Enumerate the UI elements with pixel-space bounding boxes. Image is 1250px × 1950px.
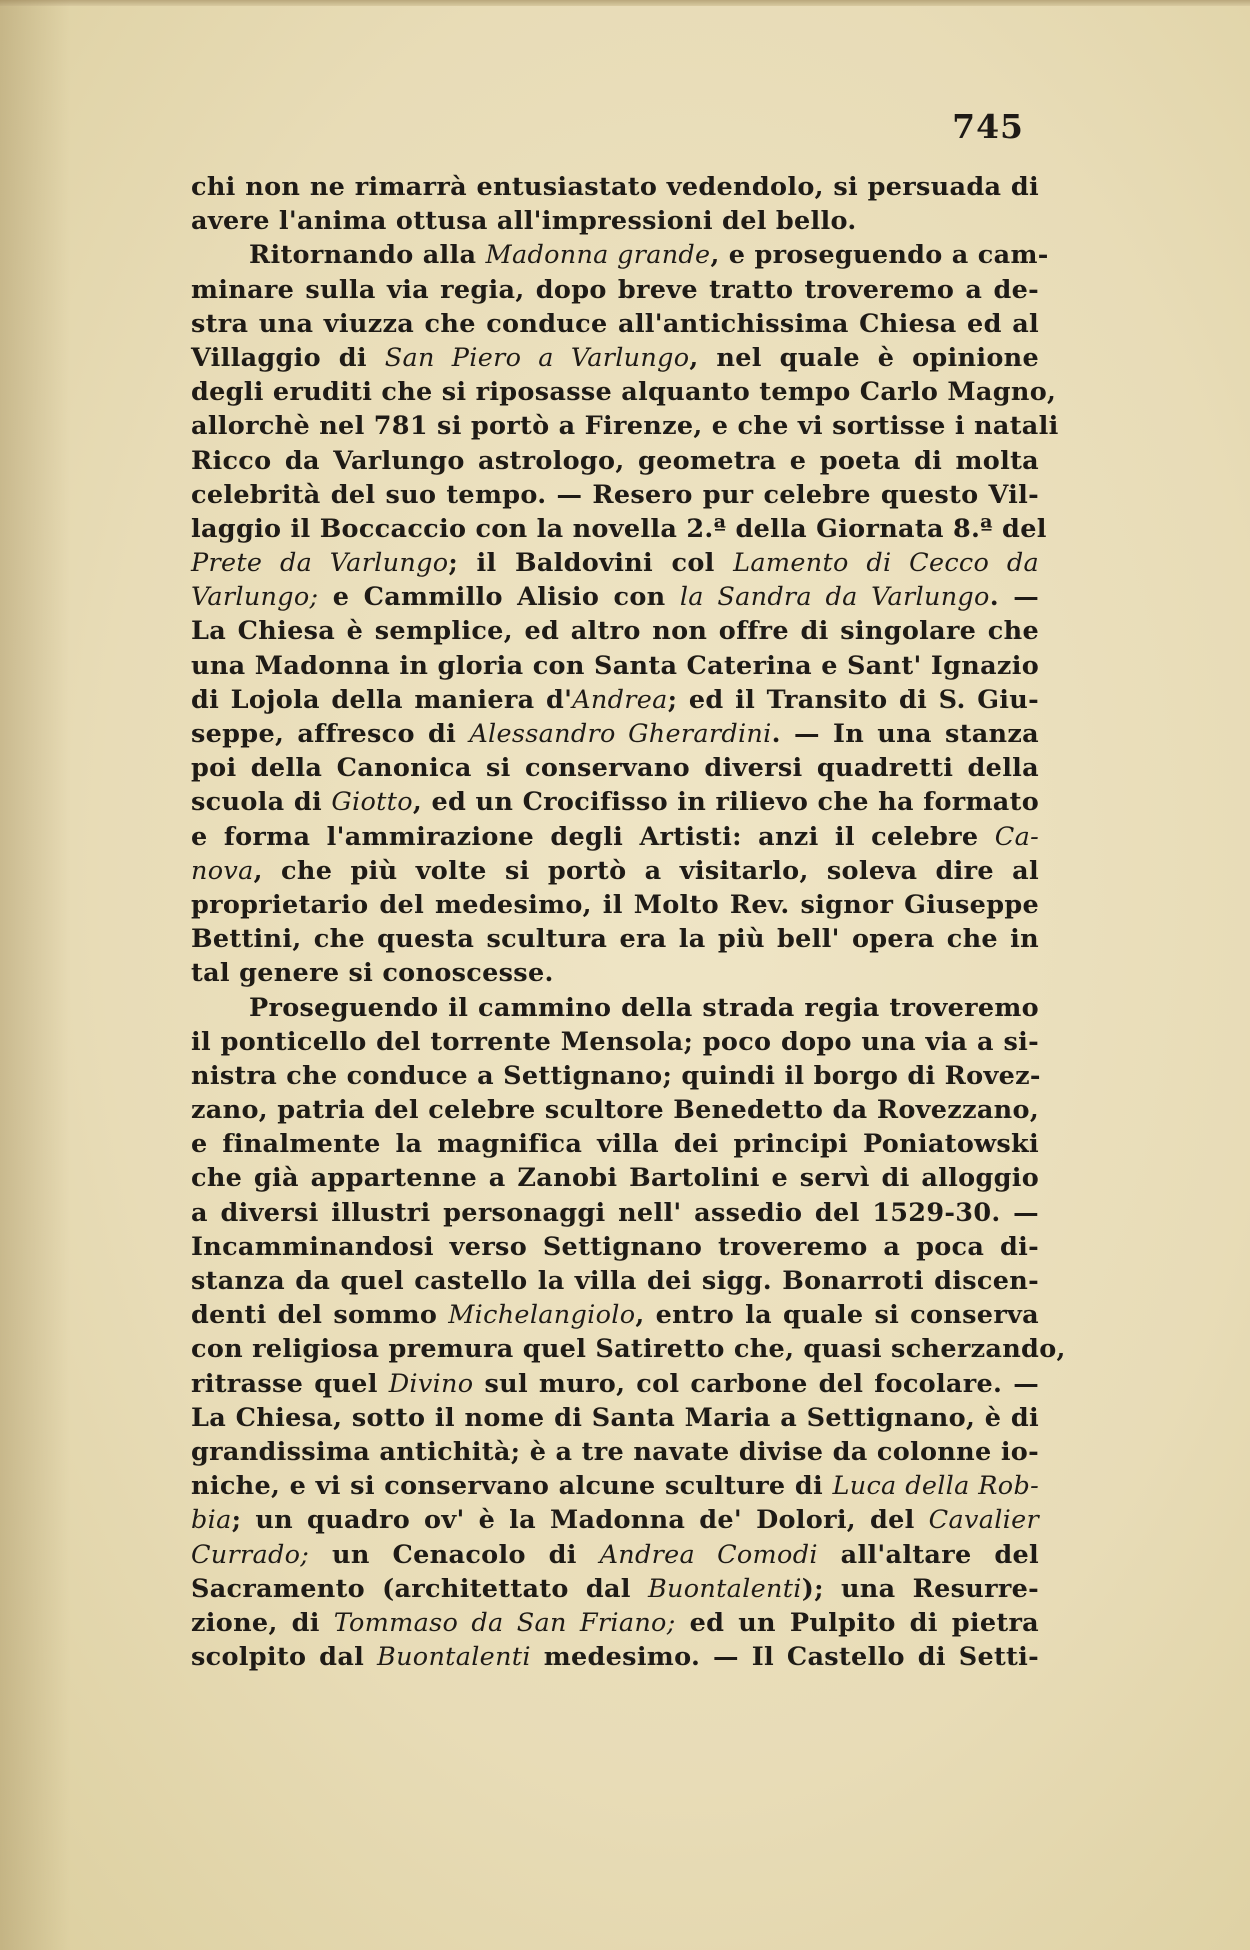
text-segment: e Cammillo Alisio con [318, 582, 680, 613]
text-segment: La Chiesa è semplice, ed altro non offre di singolare che [191, 616, 1039, 647]
italic-text: Buontalenti [647, 1573, 802, 1604]
text-segment: ritrasse quel [191, 1368, 389, 1399]
italic-text: Giotto [331, 787, 413, 818]
text-segment: zione, di [191, 1607, 334, 1638]
text-line [191, 1538, 1039, 1572]
text-line [191, 1503, 1039, 1537]
text-line [191, 1196, 1039, 1230]
text-line [191, 1093, 1039, 1127]
text-segment: nistra che conduce a Settignano; quindi il borgo di Rovez- [191, 1060, 1041, 1091]
text-segment: allorchè nel 781 si portò a Firenze, e che vi sortisse i natali [191, 411, 1059, 442]
text-line [191, 1572, 1039, 1606]
text-line [191, 854, 1039, 888]
text-segment: ; il Baldovini col [448, 548, 734, 579]
text-segment: Sacramento (architettato dal [191, 1573, 648, 1604]
italic-text: Michelangiolo [448, 1300, 636, 1331]
text-line [191, 238, 1049, 272]
text-segment: un Cenacolo di [309, 1539, 600, 1570]
text-line [191, 888, 1039, 922]
italic-text: San Piero a Varlungo [384, 342, 690, 373]
text-line [191, 922, 1039, 956]
text-segment: una Madonna in gloria con Santa Caterina e Sant' Ignazio [191, 650, 1039, 681]
italic-text: Varlungo; [191, 582, 319, 613]
text-line [191, 1606, 1039, 1640]
text-segment: , nel quale è opinione [689, 342, 1039, 373]
text-segment: . — [989, 582, 1040, 613]
text-segment: , e proseguendo a cam- [710, 240, 1049, 271]
text-segment: seppe, affresco di [191, 719, 470, 749]
page-number: 745 [952, 107, 1024, 146]
text-line [191, 717, 1039, 751]
italic-text: Cavalier [928, 1505, 1039, 1536]
text-line [191, 273, 1039, 307]
text-line [191, 375, 1057, 409]
text-segment: degli eruditi che si riposasse alquanto tempo Carlo Magno, [191, 377, 1057, 408]
italic-text: Ca- [994, 821, 1039, 852]
italic-text: nova [191, 855, 254, 886]
text-segment: scolpito dal [191, 1642, 378, 1673]
binding-gutter-shadow [0, 0, 70, 1950]
text-segment: , ed un Crocifisso in rilievo che ha formato [412, 787, 1040, 818]
italic-text: Prete da Varlungo [191, 548, 449, 579]
text-line [191, 785, 1039, 819]
text-segment: stra una viuzza che conduce all'antichissima Chiesa ed al [191, 308, 1039, 339]
italic-text: Lamento di Cecco da [733, 548, 1039, 579]
text-segment: La Chiesa, sotto il nome di Santa Maria a Settignano, è di [191, 1402, 1039, 1433]
text-line [191, 478, 1039, 512]
text-line [191, 170, 1039, 204]
text-segment: celebrità del suo tempo. — Resero pur celebre questo Vil- [191, 479, 1039, 510]
italic-text: Tommaso da San Friano; [333, 1607, 676, 1638]
text-line [191, 1230, 1039, 1264]
text-line [191, 444, 1039, 478]
body-text [191, 170, 1066, 1674]
page-top-edge [0, 0, 1250, 6]
text-segment: denti del sommo [191, 1300, 449, 1331]
italic-text: Buontalenti [377, 1642, 531, 1673]
text-line [191, 1059, 1039, 1093]
text-segment: con religiosa premura quel Satiretto che, quasi scherzando, [191, 1334, 1066, 1365]
italic-text: bia [191, 1505, 232, 1536]
text-segment: stanza da quel castello la villa dei sigg. Bonarroti discen- [191, 1266, 1039, 1296]
text-line [191, 546, 1039, 580]
italic-text: Currado; [191, 1539, 310, 1570]
italic-text: Alessandro Gherardini [469, 719, 772, 749]
text-segment: e forma l'ammirazione degli Artisti: anzi il celebre [191, 821, 995, 852]
text-segment: ed un Pulpito di pietra [675, 1607, 1040, 1638]
text-segment: Villaggio di [191, 342, 385, 373]
text-line [191, 1161, 1039, 1195]
text-line [191, 956, 1039, 990]
text-line [191, 1401, 1039, 1435]
text-segment: Incamminandosi verso Settignano troveremo a poca di- [191, 1231, 1039, 1262]
text-segment: avere l'anima ottusa all'impressioni del bello. [191, 206, 857, 237]
text-segment: medesimo. — Il Castello di Setti- [530, 1642, 1039, 1673]
text-segment: chi non ne rimarrà entusiastato vedendolo, si persuada di [191, 172, 1039, 202]
text-line [191, 1435, 1039, 1469]
text-segment: all'altare del [817, 1539, 1039, 1570]
italic-text: Divino [388, 1368, 474, 1399]
text-segment: scuola di [191, 787, 332, 818]
text-segment: Bettini, che questa scultura era la più bell' opera che in [191, 924, 1039, 955]
text-line [191, 991, 1039, 1025]
text-segment: sul muro, col carbone del focolare. — [473, 1368, 1039, 1399]
text-segment: proprietario del medesimo, il Molto Rev. signor Giuseppe [191, 889, 1039, 920]
italic-text: Andrea [572, 684, 668, 715]
text-line [191, 1264, 1039, 1298]
text-segment: . — In una stanza [771, 719, 1039, 749]
text-segment: grandissima antichità; è a tre navate divise da colonne io- [191, 1436, 1039, 1467]
text-segment: minare sulla via regia, dopo breve tratto troveremo a de- [191, 274, 1039, 305]
text-line [191, 1332, 1066, 1366]
text-line [191, 1469, 1039, 1503]
text-line [191, 1127, 1039, 1161]
text-segment: , entro la quale si conserva [635, 1300, 1039, 1331]
text-line [191, 204, 1039, 238]
text-line [191, 1367, 1039, 1401]
text-line [191, 307, 1039, 341]
text-line [191, 1298, 1039, 1332]
text-line [191, 1640, 1039, 1674]
text-segment: ; un quadro ov' è la Madonna de' Dolori, del [231, 1505, 929, 1536]
text-segment: Ritornando alla [249, 240, 486, 271]
text-line [191, 1025, 1039, 1059]
text-segment: che già appartenne a Zanobi Bartolini e servì di alloggio [191, 1163, 1039, 1194]
text-segment: zano, patria del celebre scultore Benedetto da Rovezzano, [191, 1095, 1039, 1126]
text-segment: e finalmente la magnifica villa dei principi Poniatowski [191, 1129, 1039, 1160]
text-segment: il ponticello del torrente Mensola; poco dopo una via a si- [191, 1026, 1039, 1057]
italic-text: Andrea Comodi [599, 1539, 818, 1570]
text-line [191, 512, 1047, 546]
text-line [191, 341, 1039, 375]
text-segment: Ricco da Varlungo astrologo, geometra e poeta di molta [191, 445, 1039, 476]
text-segment: niche, e vi si conservano alcune sculture di [191, 1471, 833, 1502]
text-segment: poi della Canonica si conservano diversi quadretti della [191, 753, 1039, 784]
text-segment: ; ed il Transito di S. Giu- [667, 684, 1039, 715]
text-segment: a diversi illustri personaggi nell' assedio del 1529-30. — [191, 1197, 1039, 1228]
text-line [191, 649, 1039, 683]
text-segment: Proseguendo il cammino della strada regia troveremo [249, 992, 1039, 1023]
text-line [191, 751, 1039, 785]
text-segment: ); una Resurre- [801, 1573, 1039, 1604]
text-line [191, 614, 1039, 648]
italic-text: Luca della Rob- [832, 1471, 1039, 1502]
italic-text: Madonna grande [485, 240, 711, 271]
text-line [191, 580, 1039, 614]
text-segment: di Lojola della maniera d' [191, 684, 573, 715]
text-segment: laggio il Boccaccio con la novella 2.ª della Giornata 8.ª del [191, 513, 1047, 544]
text-segment: , che più volte si portò a visitarlo, soleva dire al [253, 855, 1039, 886]
italic-text: la Sandra da Varlungo [679, 582, 990, 613]
text-line [191, 409, 1059, 443]
text-segment: tal genere si conoscesse. [191, 958, 554, 989]
text-line [191, 820, 1039, 854]
text-line [191, 683, 1039, 717]
